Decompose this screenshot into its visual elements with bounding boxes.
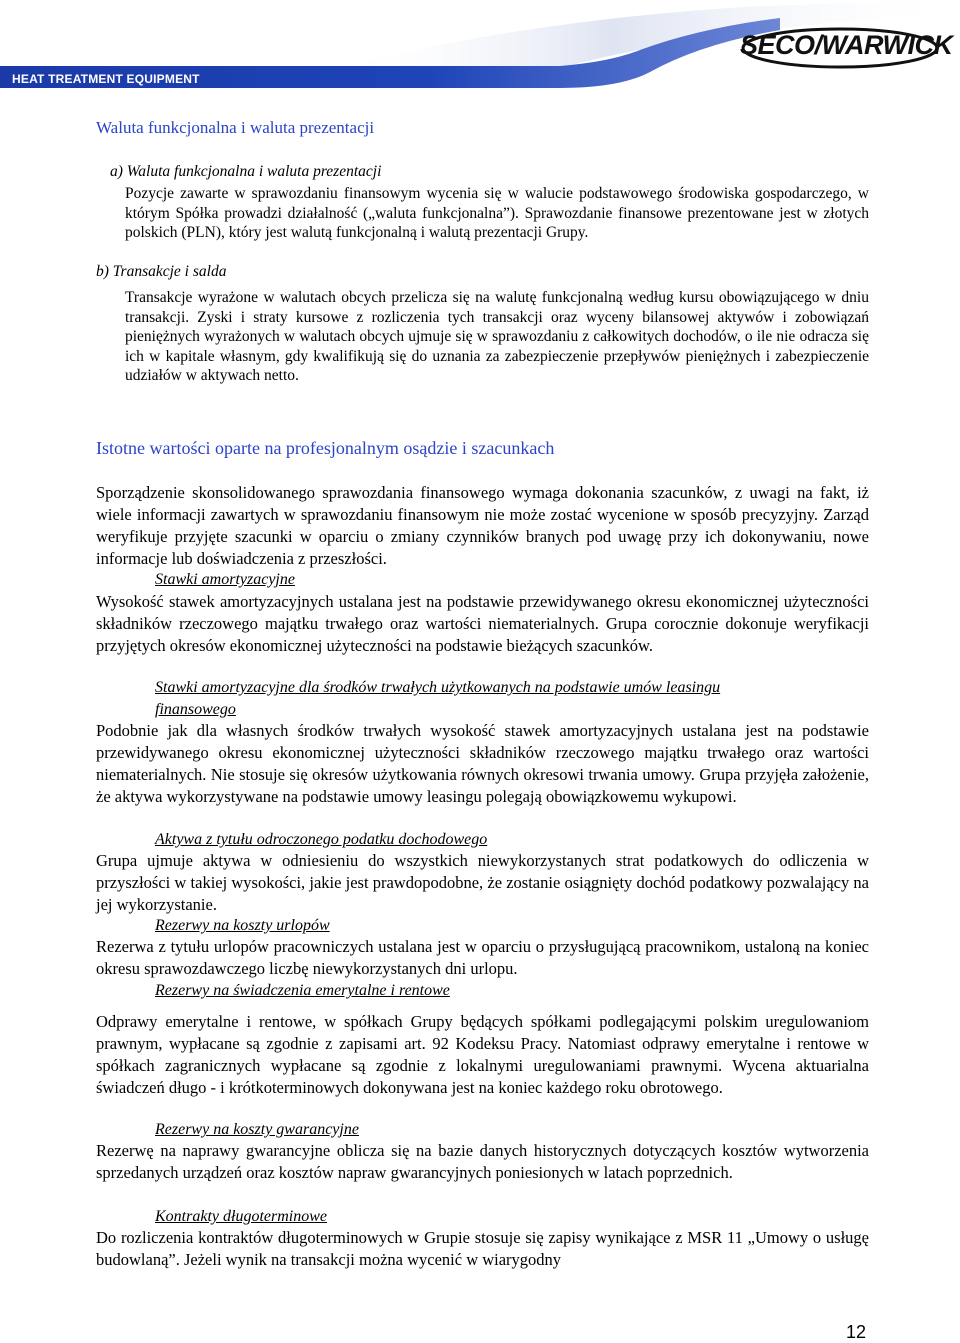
- header-label: HEAT TREATMENT EQUIPMENT: [12, 72, 200, 86]
- paragraph-b: Transakcje wyrażone w walutach obcych przelicza się na walutę funkcjonalną według kursu obowiązującego w dniu transakcji. Zyski i straty kursowe z rozliczenia tych transakcji oraz wyceny bilansowej aktywów i zobowiązań pieniężnych wyrażonych w walutach obcych ujmuje się w sprawozdaniu z całkowitych dochodów, o ile nie odracza się ich w kapitale własnym, gdy kwalifikują się do uznania za zabezpieczenie przepływów pieniężnych i zabezpieczenie udziałów w aktywach netto.: [125, 289, 869, 384]
- section-title-estimates: Istotne wartości oparte na profesjonalnym osądzie i szacunkach: [96, 438, 555, 458]
- logo-text: SECO/WARWICK: [740, 30, 953, 60]
- heading-deferred-tax: Aktywa z tytułu odroczonego podatku dochodowego: [155, 831, 488, 848]
- paragraph-leave: Rezerwa z tytułu urlopów pracowniczych ustalana jest w oparciu o przysługującą pracownikom, ustaloną na koniec okresu sprawozdawczego liczbę niewykorzystanych dni urlopu.: [96, 937, 869, 978]
- page-header: [0, 0, 960, 100]
- paragraph-deferred-tax: Grupa ujmuje aktywa w odniesieniu do wszystkich niewykorzystanych strat podatkowych do odliczenia w przyszłości w takiej wysokości, jakie jest prawdopodobne, że zostanie osiągnięty dochód podatkowy pozwalający na jej wykorzystanie.: [96, 851, 869, 914]
- paragraph-pension: Odprawy emerytalne i rentowe, w spółkach Grupy będących spółkami podlegającymi polskim uregulowaniom prawnym, wypłacane są zgodnie z zapisami art. 92 Kodeksu Pracy. Natomiast odprawy emerytalne i rentowe w spółkach zagranicznych wypłacane są zgodnie z lokalnymi uregulowaniami prawnymi. Wycena aktuarialna świadczeń długo - i krótkoterminowych dokonywana jest na koniec każdego roku obrotowego.: [96, 1012, 869, 1097]
- subheading-b: b) Transakcje i salda: [96, 263, 227, 280]
- section-title-currency: Waluta funkcjonalna i waluta prezentacji: [96, 118, 375, 137]
- subheading-a: a) Waluta funkcjonalna i waluta prezentacji: [110, 163, 382, 180]
- heading-pension: Rezerwy na świadczenia emerytalne i rentowe: [155, 982, 450, 999]
- heading-leasing: Stawki amortyzacyjne dla środków trwałych użytkowanych na podstawie umów leasingu: [155, 679, 721, 696]
- paragraph-contracts: Do rozliczenia kontraktów długoterminowych w Grupie stosuje się zapisy wynikające z MSR 11 „Umowy o usługę budowlaną”. Jeżeli wynik na transakcji można wycenić w wiarygodny: [96, 1228, 869, 1269]
- page-number: 12: [846, 1322, 867, 1342]
- heading-amortization: Stawki amortyzacyjne: [155, 571, 295, 588]
- heading-warranty: Rezerwy na koszty gwarancyjne: [155, 1121, 359, 1138]
- heading-leasing-cont: finansowego: [155, 701, 236, 718]
- paragraph-leasing: Podobnie jak dla własnych środków trwałych wysokość stawek amortyzacyjnych ustalana jest na podstawie przewidywanego okresu ekonomicznej użyteczności składników rzeczowego majątku trwałego oraz wartości niematerialnych. Nie stosuje się okresów użytkowania równych okresowi trwania umowy. Grupa przyjęła założenie, że aktywa wykorzystywane na podstawie umowy leasingu polegają obowiązkowemu wykupowi.: [96, 721, 869, 806]
- paragraph-intro: Sporządzenie skonsolidowanego sprawozdania finansowego wymaga dokonania szacunków, z uwagi na fakt, iż wiele informacji zawartych w sprawozdaniu finansowym nie może zostać wycenione w sposób precyzyjny. Zarząd weryfikuje przyjęte szacunki w oparciu o zmiany czynników branych pod uwagę przy ich dokonywaniu, nowe informacje lub doświadczenia z przeszłości.: [96, 483, 869, 568]
- paragraph-a: Pozycje zawarte w sprawozdaniu finansowym wycenia się w walucie podstawowego środowiska gospodarczego, w którym Spółka prowadzi działalność („waluta funkcjonalna”). Sprawozdanie finansowe prezentowane jest w złotych polskich (PLN), który jest walutą funkcjonalną i walutą prezentacji Grupy.: [125, 185, 869, 241]
- heading-contracts: Kontrakty długoterminowe: [155, 1208, 327, 1225]
- heading-leave: Rezerwy na koszty urlopów: [155, 917, 330, 934]
- paragraph-amortization: Wysokość stawek amortyzacyjnych ustalana jest na podstawie przewidywanego okresu ekonomicznej użyteczności składników rzeczowego majątku trwałego oraz wartości niematerialnych. Grupa corocznie dokonuje weryfikacji przyjętych okresów ekonomicznej użyteczności na podstawie bieżących szacunków.: [96, 592, 869, 655]
- company-logo: [740, 26, 953, 70]
- paragraph-warranty: Rezerwę na naprawy gwarancyjne oblicza się na bazie danych historycznych dotyczących kosztów wytworzenia sprzedanych urządzeń oraz kosztów napraw gwarancyjnych poniesionych w latach poprzednich.: [96, 1141, 869, 1182]
